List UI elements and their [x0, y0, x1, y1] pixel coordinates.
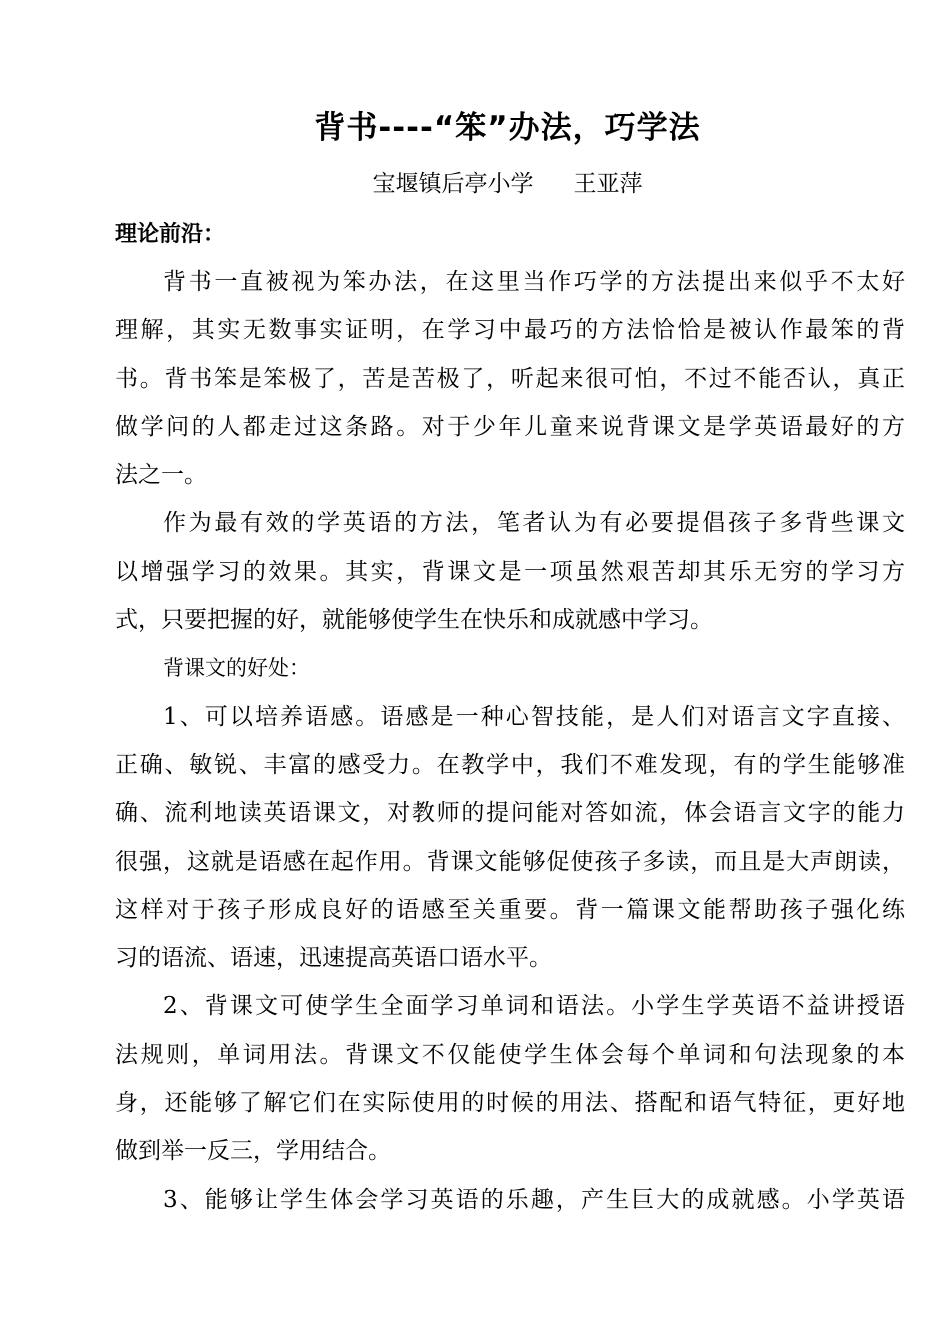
text-line: 习的语流、语速，迅速提高英语口语水平。	[115, 945, 552, 972]
subsection-heading: 背课文的好处：	[163, 656, 310, 681]
byline-school: 宝堰镇后亭小学	[372, 171, 534, 197]
text-line: 这样对于孩子形成良好的语感至关重要。背一篇课文能帮助孩子强化练	[115, 896, 905, 923]
byline	[0, 164, 950, 204]
text-line: 2、背课文可使学生全面学习单词和语法。小学生学英语不益讲授语	[163, 993, 905, 1020]
body-text	[115, 258, 905, 1224]
text-line: 1、可以培养语感。语感是一种心智技能，是人们对语言文字直接、	[163, 703, 905, 730]
text-line: 理解，其实无数事实证明，在学习中最巧的方法恰恰是被认作最笨的背	[115, 317, 905, 344]
section-heading: 理论前沿：	[115, 222, 226, 247]
text-line: 做学问的人都走过这条路。对于少年儿童来说背课文是学英语最好的方	[115, 413, 905, 440]
text-line: 法规则，单词用法。背课文不仅能使学生体会每个单词和句法现象的本	[115, 1041, 905, 1068]
text-line: 确、流利地读英语课文，对教师的提问能对答如流，体会语言文字的能力	[115, 800, 905, 827]
document-title: 背书----“笨”办法，巧学法	[314, 110, 701, 146]
text-line: 很强，这就是语感在起作用。背课文能够促使孩子多读，而且是大声朗读，	[115, 848, 905, 875]
text-line: 正确、敏锐、丰富的感受力。在教学中，我们不难发现，有的学生能够准	[115, 751, 905, 778]
text-line: 3、能够让学生体会学习英语的乐趣，产生巨大的成就感。小学英语	[163, 1186, 905, 1213]
byline-author: 王亚萍	[573, 171, 643, 197]
text-line: 身，还能够了解它们在实际使用的时候的用法、搭配和语气特征，更好地	[115, 1090, 905, 1117]
text-line: 作为最有效的学英语的方法，笔者认为有必要提倡孩子多背些课文	[163, 510, 905, 537]
text-line: 背书一直被视为笨办法，在这里当作巧学的方法提出来似乎不太好	[163, 269, 905, 295]
text-line: 法之一。	[115, 462, 207, 489]
text-line: 式，只要把握的好，就能够使学生在快乐和成就感中学习。	[115, 607, 713, 634]
text-line: 做到举一反三，学用结合。	[115, 1138, 391, 1165]
text-line: 书。背书笨是笨极了，苦是苦极了，听起来很可怕，不过不能否认，真正	[115, 365, 905, 392]
text-line: 以增强学习的效果。其实，背课文是一项虽然艰苦却其乐无穷的学习方	[115, 558, 905, 585]
